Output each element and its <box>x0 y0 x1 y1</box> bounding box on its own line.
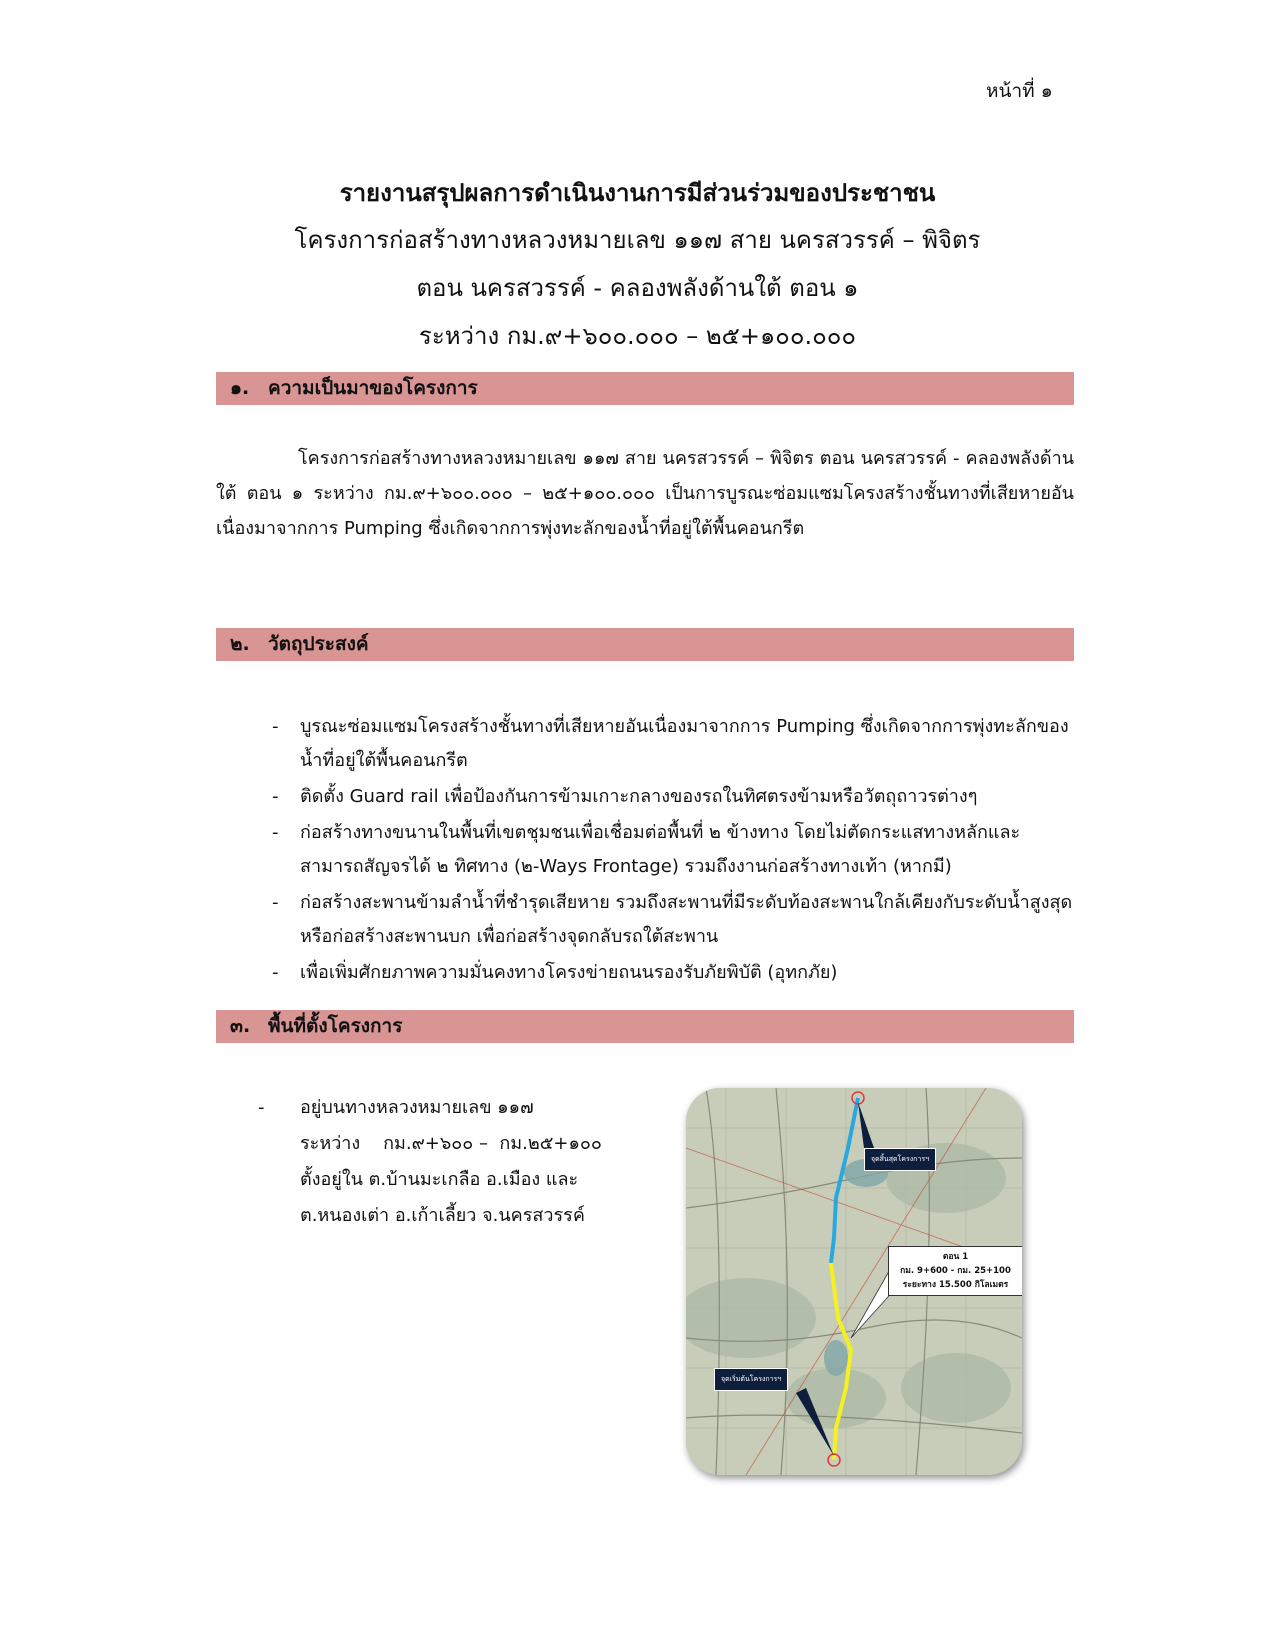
section-number: ๓. <box>230 1015 251 1037</box>
list-item: - ก่อสร้างสะพานข้ามลำน้ำที่ชำรุดเสียหาย รวมถึงสะพานที่มีระดับท้องสะพานใกล้เคียงกับระดับน้ำสูงสุด หรือก่อสร้างสะพานบก เพื่อก่อสร้างจุดกลับรถใต้สะพาน <box>272 892 1073 947</box>
project-name: โครงการก่อสร้างทางหลวงหมายเลข ๑๑๗ สาย นครสวรรค์ – พิจิตร <box>294 226 981 254</box>
section-number: ๑. <box>230 377 250 399</box>
objective-text: เพื่อเพิ่มศักยภาพความมั่นคงทางโครงข่ายถนนรองรับภัยพิบัติ (อุทกภัย) <box>300 962 838 983</box>
list-item: - ก่อสร้างทางขนานในพื้นที่เขตชุมชนเพื่อเชื่อมต่อพื้นที่ ๒ ข้างทาง โดยไม่ตัดกระแสทางหลักและสามารถสัญจรได้ ๒ ทิศทาง (๒-Ways Frontage) รวมถึงงานก่อสร้างทางเท้า (หากมี) <box>272 822 1021 877</box>
objective-text: บูรณะซ่อมแซมโครงสร้างชั้นทางที่เสียหายอันเนื่องมาจากการ Pumping ซึ่งเกิดจากการพุ่งทะลักของน้ำที่อยู่ใต้พื้นคอนกรีต <box>300 716 1069 771</box>
location-line: ตั้งอยู่ใน ต.บ้านมะเกลือ อ.เมือง และ <box>300 1169 579 1190</box>
map-info-line: ตอน 1 <box>942 1252 969 1262</box>
title-block <box>0 170 1275 360</box>
report-title: รายงานสรุปผลการดำเนินงานการมีส่วนร่วมของประชาชน <box>339 179 936 207</box>
objective-text: ติดตั้ง Guard rail เพื่อป้องกันการข้ามเกาะกลางของรถในทิศตรงข้ามหรือวัตถุถาวรต่างๆ <box>300 786 978 807</box>
list-item: - บูรณะซ่อมแซมโครงสร้างชั้นทางที่เสียหายอันเนื่องมาจากการ Pumping ซึ่งเกิดจากการพุ่งทะลักของน้ำที่อยู่ใต้พื้นคอนกรีต <box>272 716 1069 771</box>
section-header-objectives <box>216 628 1074 661</box>
map-info-line: ระยะทาง 15.500 กิโลเมตร <box>902 1280 1009 1290</box>
map-info-line: กม. 9+600 - กม. 25+100 <box>900 1266 1011 1276</box>
location-line: ต.หนองเต่า อ.เก้าเลี้ยว จ.นครสวรรค์ <box>300 1205 585 1226</box>
section-header-background <box>216 372 1074 405</box>
section-title: ความเป็นมาของโครงการ <box>268 377 478 399</box>
location-line: ระหว่าง กม.๙+๖๐๐ – กม.๒๕+๑๐๐ <box>300 1133 602 1154</box>
map-end-label: จุดสิ้นสุดโครงการฯ <box>864 1148 936 1171</box>
objectives-list <box>268 710 1074 992</box>
section-title: พื้นที่ตั้งโครงการ <box>268 1015 403 1037</box>
map-start-label: จุดเริ่มต้นโครงการฯ <box>714 1368 788 1391</box>
project-section: ตอน นครสวรรค์ - คลองพลังด้านใต้ ตอน ๑ <box>416 274 859 302</box>
location-line: อยู่บนทางหลวงหมายเลข ๑๑๗ <box>300 1097 534 1118</box>
list-item: - ติดตั้ง Guard rail เพื่อป้องกันการข้ามเกาะกลางของรถในทิศตรงข้ามหรือวัตถุถาวรต่างๆ <box>272 786 978 807</box>
location-block: - อยู่บนทางหลวงหมายเลข ๑๑๗ ระหว่าง กม.๙+๖๐๐ – กม.๒๕+๑๐๐ ตั้งอยู่ใน ต.บ้านมะเกลือ อ.เมือง และ ต.หนองเต่า อ.เก้าเลี้ยว จ.นครสวรรค์ <box>258 1090 678 1234</box>
section-number: ๒. <box>230 633 250 655</box>
section-header-location <box>216 1010 1074 1043</box>
section-title: วัตถุประสงค์ <box>268 633 369 655</box>
background-text: โครงการก่อสร้างทางหลวงหมายเลข ๑๑๗ สาย นครสวรรค์ – พิจิตร ตอน นครสวรรค์ - คลองพลังด้านใต้ ตอน ๑ ระหว่าง กม.๙+๖๐๐.๐๐๐ – ๒๕+๑๐๐.๐๐๐ เป็นการบูรณะซ่อมแซมโครงสร้างชั้นทางที่เสียหายอันเนื่องมาจากการ Pumping ซึ่งเกิดจากการพุ่งทะลักของน้ำที่อยู่ใต้พื้นคอนกรีต <box>216 448 1074 539</box>
objective-text: ก่อสร้างสะพานข้ามลำน้ำที่ชำรุดเสียหาย รวมถึงสะพานที่มีระดับท้องสะพานใกล้เคียงกับระดับน้ำสูงสุด หรือก่อสร้างสะพานบก เพื่อก่อสร้างจุดกลับรถใต้สะพาน <box>300 892 1073 947</box>
objective-text: ก่อสร้างทางขนานในพื้นที่เขตชุมชนเพื่อเชื่อมต่อพื้นที่ ๒ ข้างทาง โดยไม่ตัดกระแสทางหลักและสามารถสัญจรได้ ๒ ทิศทาง (๒-Ways Frontage) รวมถึงงานก่อสร้างทางเท้า (หากมี) <box>300 822 1021 877</box>
map-info-box <box>888 1246 1022 1296</box>
project-map <box>686 1088 1022 1475</box>
list-item: - เพื่อเพิ่มศักยภาพความมั่นคงทางโครงข่ายถนนรองรับภัยพิบัติ (อุทกภัย) <box>272 962 838 983</box>
project-range: ระหว่าง กม.๙+๖๐๐.๐๐๐ – ๒๕+๑๐๐.๐๐๐ <box>418 322 857 350</box>
background-paragraph <box>216 441 1074 546</box>
page-number: หน้าที่ ๑ <box>986 80 1053 102</box>
